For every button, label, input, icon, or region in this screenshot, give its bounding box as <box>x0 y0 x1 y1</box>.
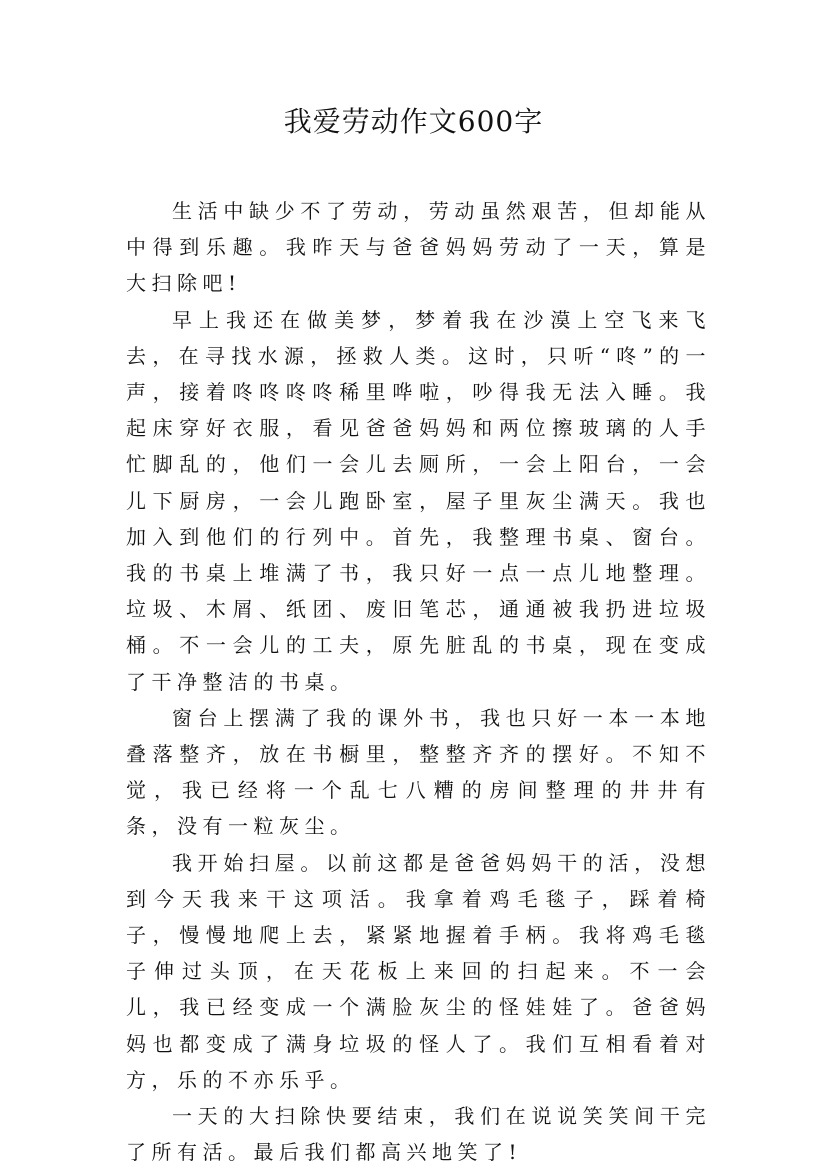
paragraph: 一天的大扫除快要结束，我们在说说笑笑间干完了所有活。最后我们都高兴地笑了! <box>126 1104 711 1165</box>
document-body <box>126 193 711 1170</box>
paragraph: 早上我还在做美梦，梦着我在沙漠上空飞来飞去，在寻找水源，拯救人类。这时，只听“咚”的一声，接着咚咚咚咚稀里哗啦，吵得我无法入睡。我起床穿好衣服，看见爸爸妈妈和两位擦玻璃的人手忙脚乱的，他们一会儿去厕所，一会上阳台，一会儿下厨房，一会儿跑卧室，屋子里灰尘满天。我也加入到他们的行列中。首先，我整理书桌、窗台。我的书桌上堆满了书，我只好一点一点儿地整理。垃圾、木屑、纸团、废旧笔芯，通通被我扔进垃圾桶。不一会儿的工夫，原先脏乱的书桌，现在变成了干净整洁的书桌。 <box>126 307 711 694</box>
document-title: 我爱劳动作文600字 <box>283 105 544 138</box>
paragraph: 我开始扫屋。以前这都是爸爸妈妈干的活，没想到今天我来干这项活。我拿着鸡毛毯子，踩着椅子，慢慢地爬上去，紧紧地握着手柄。我将鸡毛毯子伸过头顶，在天花板上来回的扫起来。不一会儿，我已经变成一个满脸灰尘的怪娃娃了。爸爸妈妈也都变成了满身垃圾的怪人了。我们互相看着对方，乐的不亦乐乎。 <box>126 850 711 1092</box>
paragraph: 生活中缺少不了劳动，劳动虽然艰苦，但却能从中得到乐趣。我昨天与爸爸妈妈劳动了一天，算是大扫除吧! <box>126 199 711 296</box>
paragraph: 窗台上摆满了我的课外书，我也只好一本一本地叠落整齐，放在书橱里，整整齐齐的摆好。不知不觉，我已经将一个乱七八糟的房间整理的井井有条，没有一粒灰尘。 <box>126 705 711 839</box>
